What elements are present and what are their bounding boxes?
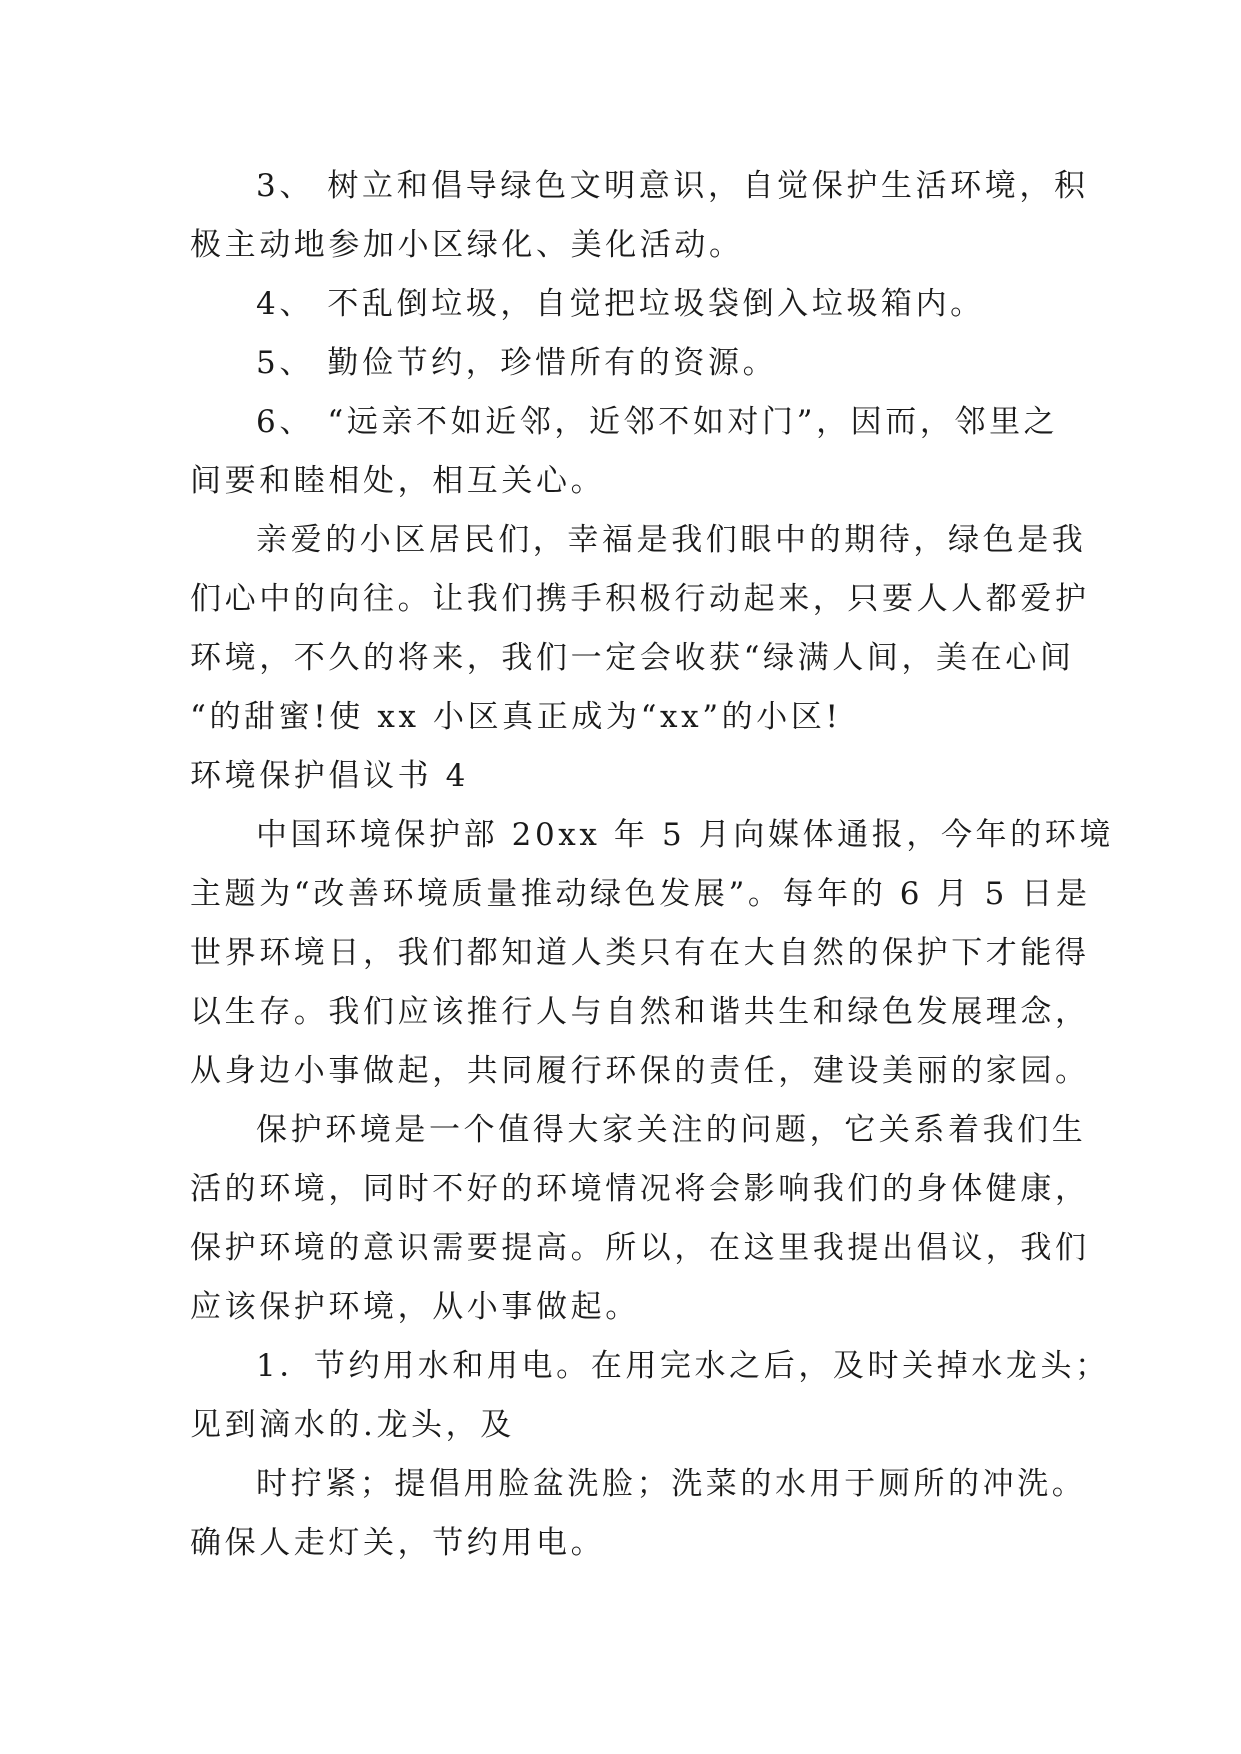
text-line: 们心中的向往。让我们携手积极行动起来，只要人人都爱护 [190,581,1090,617]
text-line: 5、 勤俭节约，珍惜所有的资源。 [256,345,778,381]
text-line: 活的环境，同时不好的环境情况将会影响我们的身体健康， [190,1171,1090,1207]
text-line: 保护环境是一个值得大家关注的问题，它关系着我们生 [256,1112,1087,1148]
text-line: 见到滴水的.龙头，及 [190,1407,515,1443]
text-line: 保护环境的意识需要提高。所以，在这里我提出倡议，我们 [190,1230,1090,1266]
text-line: 以生存。我们应该推行人与自然和谐共生和绿色发展理念， [190,994,1090,1030]
text-line: 3、 树立和倡导绿色文明意识，自觉保护生活环境，积 [256,168,1089,204]
text-line: 时拧紧；提倡用脸盆洗脸；洗菜的水用于厕所的冲洗。 [256,1466,1087,1502]
section-heading: 环境保护倡议书 4 [190,758,469,794]
text-line: 6、 “远亲不如近邻，近邻不如对门”，因而，邻里之 [256,404,1059,440]
text-line: 世界环境日，我们都知道人类只有在大自然的保护下才能得 [190,935,1090,971]
text-line: 间要和睦相处，相互关心。 [190,463,606,499]
text-line: 1．节约用水和用电。在用完水之后，及时关掉水龙头； [256,1348,1110,1384]
text-line: “的甜蜜!使 xx 小区真正成为“xx”的小区! [190,699,842,735]
text-line: 中国环境保护部 20xx 年 5 月向媒体通报，今年的环境 [256,817,1114,853]
text-line: 确保人走灯关，节约用电。 [190,1525,606,1561]
document-body [190,157,1114,1573]
text-line: 应该保护环境，从小事做起。 [190,1289,640,1325]
text-line: 4、 不乱倒垃圾，自觉把垃圾袋倒入垃圾箱内。 [256,286,985,322]
text-line: 从身边小事做起，共同履行环保的责任，建设美丽的家园。 [190,1053,1090,1089]
text-line: 环境，不久的将来，我们一定会收获“绿满人间，美在心间 [190,640,1075,676]
text-line: 亲爱的小区居民们，幸福是我们眼中的期待，绿色是我 [256,522,1087,558]
text-line: 极主动地参加小区绿化、美化活动。 [190,227,744,263]
text-line: 主题为“改善环境质量推动绿色发展”。每年的 6 月 5 日是 [190,876,1091,912]
